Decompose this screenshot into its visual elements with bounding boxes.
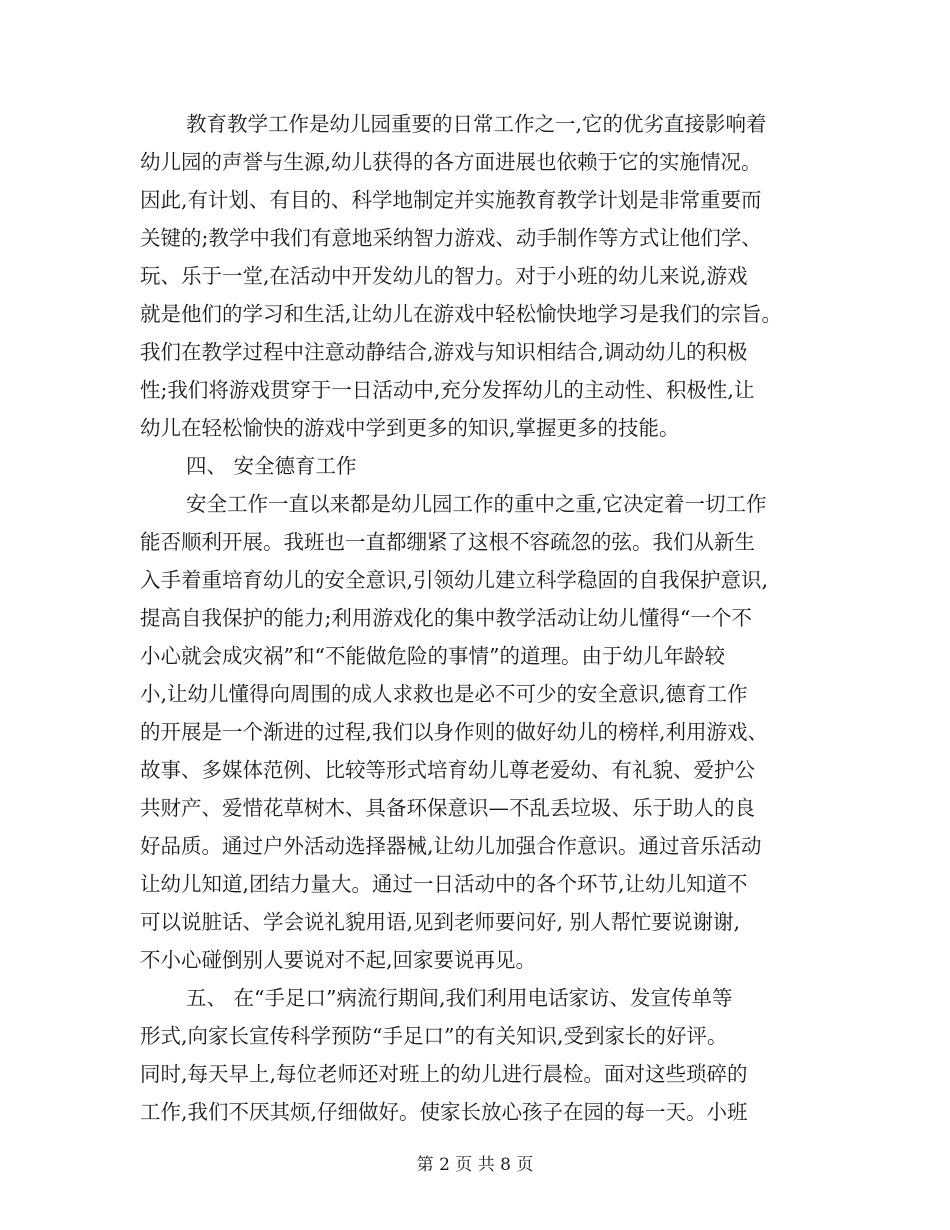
paragraph-line: 关键的;教学中我们有意地采纳智力游戏、动手制作等方式让他们学、 <box>140 226 762 250</box>
paragraph-line: 能否顺利开展。我班也一直都绷紧了这根不容疏忽的弦。我们从新生 <box>140 530 755 554</box>
paragraph-line: 形式,向家长宣传科学预防“手足口”的有关知识,受到家长的好评。 <box>140 1024 728 1048</box>
paragraph-line: 因此,有计划、有目的、科学地制定并实施教育教学计划是非常重要而 <box>140 188 762 212</box>
paragraph-line: 故事、多媒体范例、比较等形式培育幼儿尊老爱幼、有礼貌、爱护公 <box>140 758 755 782</box>
paragraph-line: 入手着重培育幼儿的安全意识,引领幼儿建立科学稳固的自我保护意识, <box>140 568 769 592</box>
paragraph-line: 工作,我们不厌其烦,仔细做好。使家长放心孩子在园的每一天。小班 <box>140 1100 748 1124</box>
paragraph-line: 让幼儿知道,团结力量大。通过一日活动中的各个环节,让幼儿知道不 <box>140 872 748 896</box>
section-heading: 四、 安全德育工作 <box>186 454 357 478</box>
paragraph-line: 安全工作一直以来都是幼儿园工作的重中之重,它决定着一切工作 <box>186 492 767 516</box>
paragraph-line: 性;我们将游戏贯穿于一日活动中,充分发挥幼儿的主动性、积极性,让 <box>140 378 755 402</box>
paragraph-line: 教育教学工作是幼儿园重要的日常工作之一,它的优劣直接影响着 <box>186 112 767 136</box>
paragraph-line: 可以说脏话、学会说礼貌用语,见到老师要问好, 别人帮忙要说谢谢, <box>140 910 741 934</box>
paragraph-line: 的开展是一个渐进的过程,我们以身作则的做好幼儿的榜样,利用游戏、 <box>140 720 769 744</box>
paragraph-line: 玩、乐于一堂,在活动中开发幼儿的智力。对于小班的幼儿来说,游戏 <box>140 264 748 288</box>
paragraph-line: 幼儿园的声誉与生源,幼儿获得的各方面进展也依赖于它的实施情况。 <box>140 150 762 174</box>
paragraph-line: 共财产、爱惜花草树木、具备环保意识—不乱丢垃圾、乐于助人的良 <box>140 796 755 820</box>
paragraph-line: 就是他们的学习和生活,让幼儿在游戏中轻松愉快地学习是我们的宗旨。 <box>140 302 783 326</box>
paragraph-line: 同时,每天早上,每位老师还对班上的幼儿进行晨检。面对这些琐碎的 <box>140 1062 748 1086</box>
paragraph-line: 我们在教学过程中注意动静结合,游戏与知识相结合,调动幼儿的积极 <box>140 340 748 364</box>
paragraph-line: 幼儿在轻松愉快的游戏中学到更多的知识,掌握更多的技能。 <box>140 416 680 440</box>
paragraph-line: 提高自我保护的能力;利用游戏化的集中教学活动让幼儿懂得“一个不 <box>140 606 752 630</box>
section-heading: 五、 在“手足口”病流行期间,我们利用电话家访、发宣传单等 <box>186 986 733 1010</box>
paragraph-line: 小心就会成灾祸”和“不能做危险的事情”的道理。由于幼儿年龄较 <box>140 644 725 668</box>
paragraph-line: 好品质。通过户外活动选择器械,让幼儿加强合作意识。通过音乐活动 <box>140 834 762 858</box>
paragraph-line: 小,让幼儿懂得向周围的成人求救也是必不可少的安全意识,德育工作 <box>140 682 748 706</box>
paragraph-line: 不小心碰倒别人要说对不起,回家要说再见。 <box>140 948 537 972</box>
page-number-footer: 第 2 页 共 8 页 <box>416 1155 534 1175</box>
